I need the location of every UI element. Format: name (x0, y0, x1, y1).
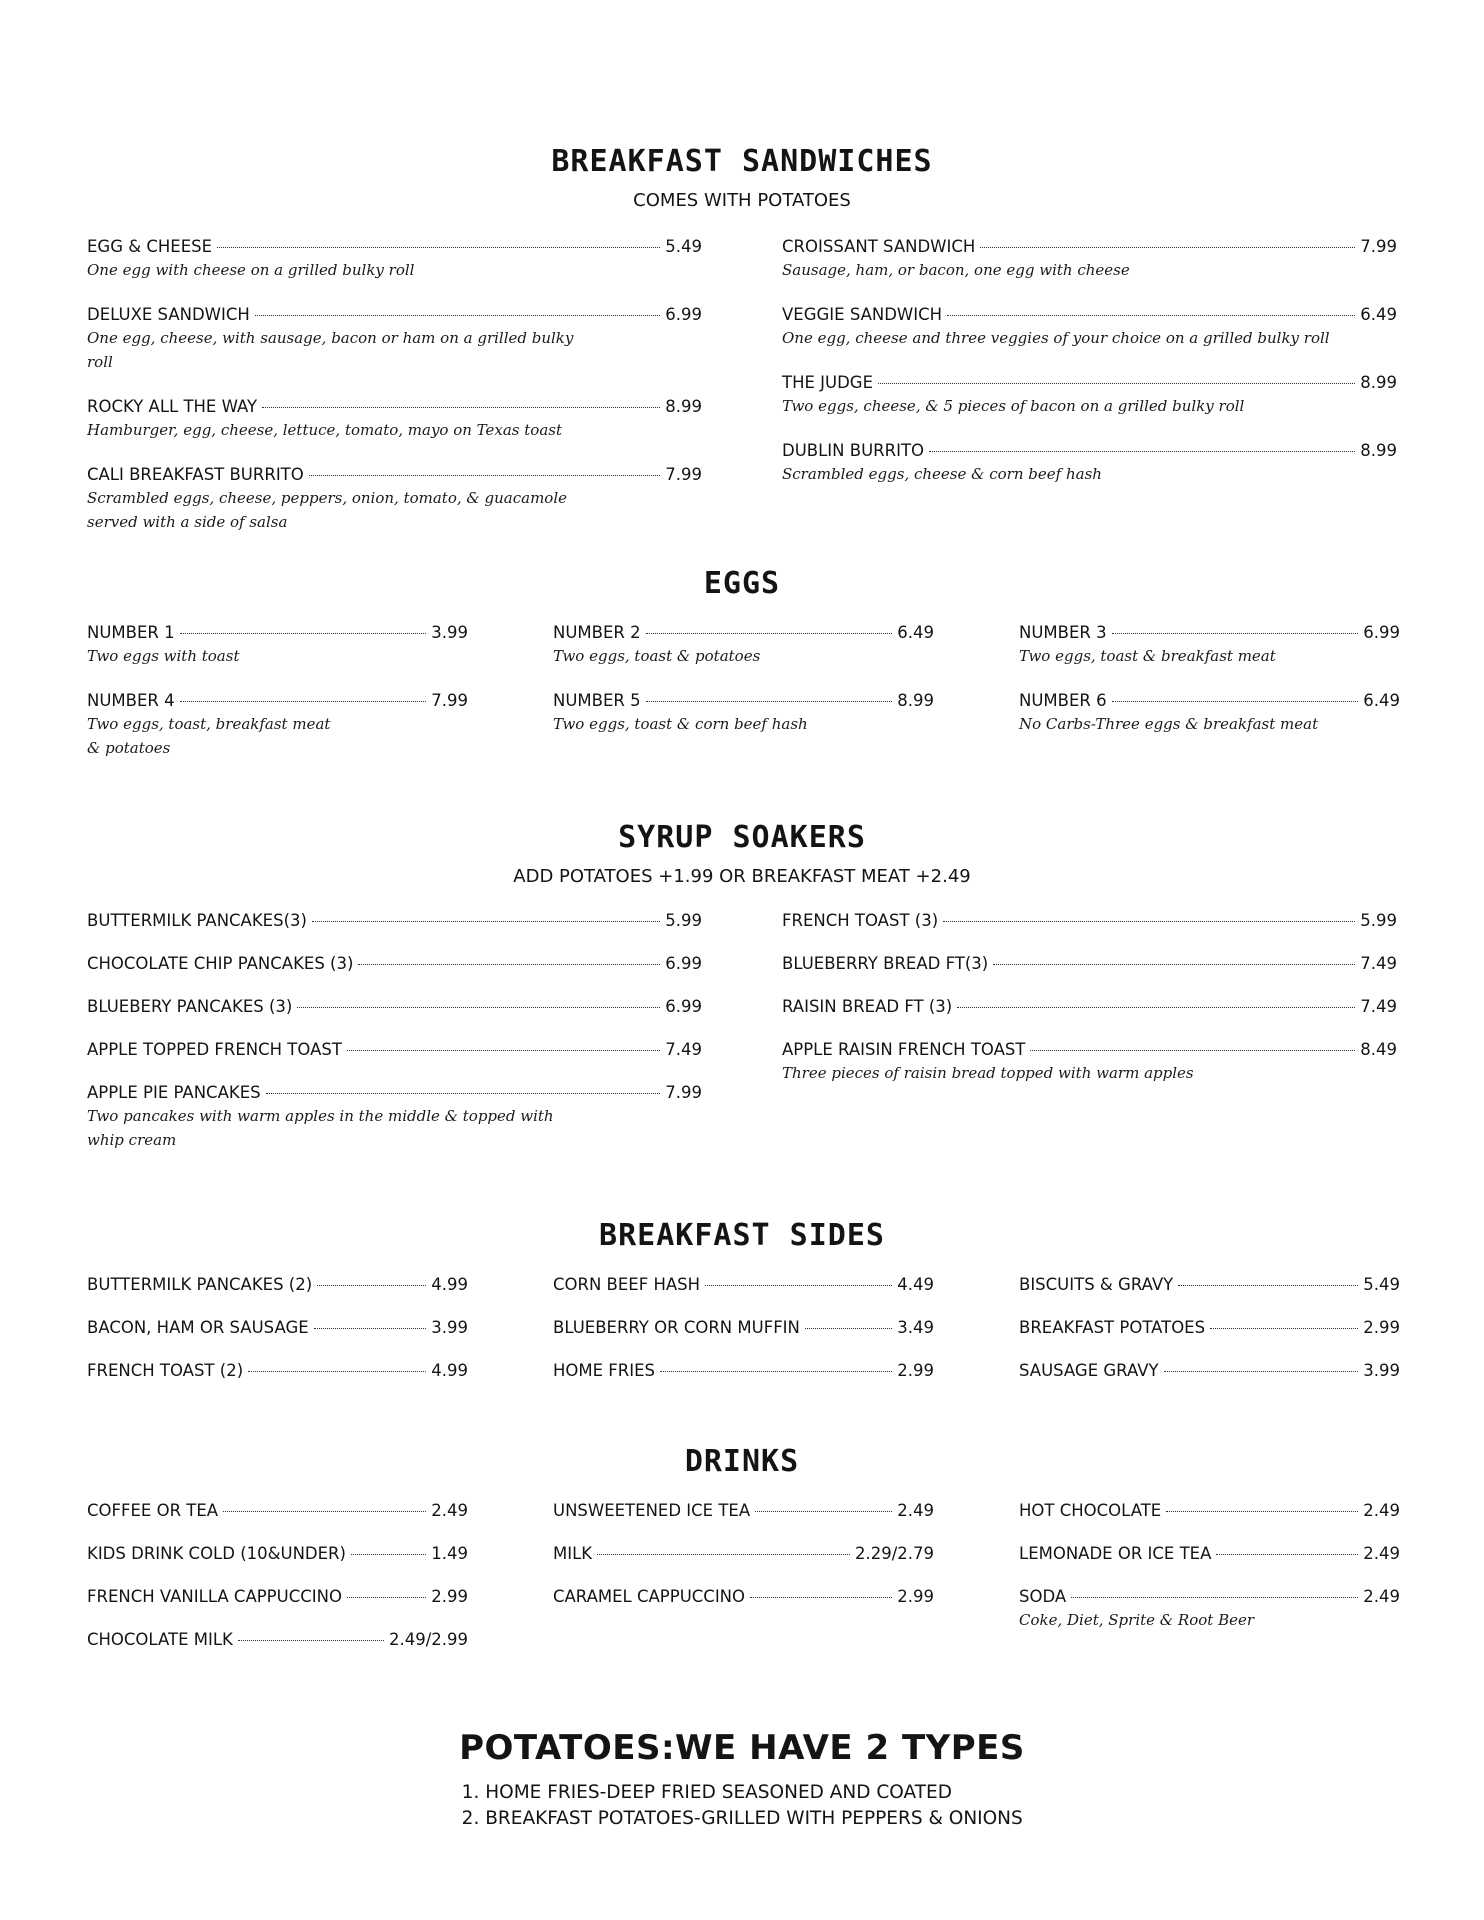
item-price: 2.29/2.79 (854, 1544, 934, 1563)
item-description: Sausage, ham, or bacon, one egg with cheese (782, 261, 1130, 279)
item-price: 5.99 (665, 911, 702, 930)
menu-column-3 (1019, 622, 1400, 781)
menu-column-1 (87, 622, 468, 781)
item-price: 6.49 (897, 623, 934, 642)
item-price: 8.99 (897, 691, 934, 710)
item-description: Two eggs, toast & corn beef hash (553, 715, 808, 733)
dot-leader (223, 1511, 426, 1512)
item-price: 4.99 (431, 1275, 468, 1294)
menu-item (87, 236, 702, 282)
item-description: Coke, Diet, Sprite & Root Beer (1019, 1611, 1255, 1629)
dot-leader (347, 1597, 426, 1598)
item-price: 5.49 (1363, 1275, 1400, 1294)
item-price: 4.49 (897, 1275, 934, 1294)
dot-leader (980, 247, 1355, 248)
dot-leader (1030, 1050, 1355, 1051)
item-price: 7.49 (1360, 954, 1397, 973)
potatoes-note (0, 1728, 1484, 1832)
item-name: DELUXE SANDWICH (87, 305, 250, 324)
menu-item (553, 1317, 934, 1339)
item-price: 3.99 (431, 1318, 468, 1337)
item-name: LEMONADE OR ICE TEA (1019, 1544, 1212, 1563)
item-name: NUMBER 4 (87, 691, 175, 710)
menu-item (782, 372, 1397, 418)
item-price: 2.99 (1363, 1318, 1400, 1337)
dot-leader (238, 1640, 384, 1641)
item-price: 5.99 (1360, 911, 1397, 930)
dot-leader (297, 1007, 660, 1008)
item-price: 7.99 (665, 1083, 702, 1102)
menu-column-1 (87, 1500, 468, 1672)
item-price: 6.99 (665, 954, 702, 973)
item-name: NUMBER 6 (1019, 691, 1107, 710)
section-title: EGGS (703, 566, 781, 601)
dot-leader (1166, 1511, 1358, 1512)
menu-item (87, 953, 702, 975)
item-description: No Carbs-Three eggs & breakfast meat (1019, 715, 1319, 733)
dot-leader (351, 1554, 426, 1555)
item-name: CARAMEL CAPPUCCINO (553, 1587, 746, 1606)
item-name: CHOCOLATE CHIP PANCAKES (3) (87, 954, 354, 973)
menu-item (553, 690, 934, 736)
item-name: COFFEE OR TEA (87, 1501, 219, 1520)
item-name: NUMBER 5 (553, 691, 641, 710)
item-name: BUTTERMILK PANCAKES (2) (87, 1275, 313, 1294)
item-price: 8.99 (665, 397, 702, 416)
item-description: Two eggs, toast, breakfast meat & potatoes (87, 715, 331, 757)
dot-leader (993, 964, 1355, 965)
item-description: Scrambled eggs, cheese & corn beef hash (782, 465, 1102, 483)
item-price: 3.99 (1363, 1361, 1400, 1380)
menu-item (87, 1629, 468, 1651)
dot-leader (1216, 1554, 1358, 1555)
section-drinks (87, 1444, 1400, 1672)
item-description: One egg with cheese on a grilled bulky roll (87, 261, 415, 279)
menu-item (1019, 1543, 1400, 1565)
menu-item (1019, 1586, 1400, 1632)
menu-item (1019, 622, 1400, 668)
dot-leader (1112, 701, 1359, 702)
dot-leader (317, 1285, 426, 1286)
menu-item (87, 690, 468, 760)
item-price: 6.49 (1363, 691, 1400, 710)
item-name: BISCUITS & GRAVY (1019, 1275, 1174, 1294)
item-name: FRENCH TOAST (3) (782, 911, 939, 930)
item-price: 1.49 (431, 1544, 468, 1563)
item-price: 2.99 (897, 1587, 934, 1606)
menu-item (782, 996, 1397, 1018)
dot-leader (312, 921, 660, 922)
section-title: SYRUP SOAKERS (618, 820, 866, 855)
item-price: 2.49 (1363, 1587, 1400, 1606)
item-name: APPLE TOPPED FRENCH TOAST (87, 1040, 342, 1059)
item-description: Two eggs, cheese, & 5 pieces of bacon on a grilled bulky roll (782, 397, 1245, 415)
dot-leader (180, 701, 427, 702)
dot-leader (660, 1371, 892, 1372)
item-description: Two eggs, toast & potatoes (553, 647, 761, 665)
menu-item (87, 622, 468, 668)
item-name: CHOCOLATE MILK (87, 1630, 233, 1649)
dot-leader (358, 964, 660, 965)
section-syrup-soakers (87, 820, 1397, 1173)
menu-item (87, 1360, 468, 1382)
item-name: SODA (1019, 1587, 1067, 1606)
dot-leader (1164, 1371, 1359, 1372)
menu-item (87, 1586, 468, 1608)
dot-leader (929, 451, 1355, 452)
dot-leader (255, 315, 660, 316)
item-name: BREAKFAST POTATOES (1019, 1318, 1206, 1337)
dot-leader (646, 633, 893, 634)
section-subtitle: ADD POTATOES +1.99 OR BREAKFAST MEAT +2.49 (513, 866, 971, 887)
menu-item (553, 1543, 934, 1565)
item-price: 6.49 (1360, 305, 1397, 324)
dot-leader (1210, 1328, 1358, 1329)
menu-column-3 (1019, 1500, 1400, 1672)
item-price: 3.49 (897, 1318, 934, 1337)
menu-column-right (782, 236, 1397, 555)
item-price: 6.99 (665, 997, 702, 1016)
item-price: 2.99 (431, 1587, 468, 1606)
menu-item (782, 304, 1397, 350)
menu-item (553, 1586, 934, 1608)
item-price: 2.49 (1363, 1501, 1400, 1520)
item-name: FRENCH TOAST (2) (87, 1361, 244, 1380)
item-price: 7.99 (665, 465, 702, 484)
item-description: Two eggs with toast (87, 647, 240, 665)
menu-column-right (782, 910, 1397, 1173)
dot-leader (755, 1511, 892, 1512)
item-name: MILK (553, 1544, 593, 1563)
dot-leader (957, 1007, 1355, 1008)
menu-item (87, 1543, 468, 1565)
menu-item (87, 1039, 702, 1061)
item-description: Scrambled eggs, cheese, peppers, onion, tomato, & guacamole served with a side of salsa (87, 489, 567, 531)
dot-leader (314, 1328, 427, 1329)
menu-item (553, 622, 934, 668)
menu-item (1019, 1317, 1400, 1339)
item-name: NUMBER 1 (87, 623, 175, 642)
menu-column-left (87, 236, 702, 555)
dot-leader (309, 475, 661, 476)
menu-column-2 (553, 622, 934, 781)
item-name: CORN BEEF HASH (553, 1275, 701, 1294)
dot-leader (878, 383, 1355, 384)
item-price: 6.99 (1363, 623, 1400, 642)
item-price: 2.49/2.99 (388, 1630, 468, 1649)
item-name: APPLE PIE PANCAKES (87, 1083, 261, 1102)
item-price: 2.49 (1363, 1544, 1400, 1563)
menu-item (782, 440, 1397, 486)
menu-item (87, 1317, 468, 1339)
menu-item (782, 1039, 1397, 1085)
dot-leader (1112, 633, 1359, 634)
dot-leader (1071, 1597, 1358, 1598)
item-name: KIDS DRINK COLD (10&UNDER) (87, 1544, 346, 1563)
item-name: FRENCH VANILLA CAPPUCCINO (87, 1587, 342, 1606)
item-price: 4.99 (431, 1361, 468, 1380)
menu-column-1 (87, 1274, 468, 1403)
item-name: VEGGIE SANDWICH (782, 305, 943, 324)
dot-leader (248, 1371, 426, 1372)
item-name: UNSWEETENED ICE TEA (553, 1501, 751, 1520)
menu-item (87, 1500, 468, 1522)
dot-leader (750, 1597, 892, 1598)
section-breakfast-sides (87, 1218, 1400, 1403)
item-price: 2.49 (431, 1501, 468, 1520)
menu-item (87, 464, 702, 534)
menu-item (87, 396, 702, 442)
menu-column-3 (1019, 1274, 1400, 1403)
item-name: BUTTERMILK PANCAKES(3) (87, 911, 307, 930)
menu-item (553, 1500, 934, 1522)
menu-item (782, 910, 1397, 932)
item-price: 8.99 (1360, 373, 1397, 392)
item-name: HOME FRIES (553, 1361, 656, 1380)
menu-item (553, 1360, 934, 1382)
dot-leader (266, 1093, 661, 1094)
section-title: DRINKS (684, 1444, 800, 1479)
menu-item (87, 304, 702, 374)
item-name: BLUEBERRY OR CORN MUFFIN (553, 1318, 800, 1337)
item-description: Hamburger, egg, cheese, lettuce, tomato, mayo on Texas toast (87, 421, 562, 439)
item-name: RAISIN BREAD FT (3) (782, 997, 953, 1016)
menu-item (87, 1082, 702, 1152)
dot-leader (217, 247, 660, 248)
item-name: NUMBER 3 (1019, 623, 1107, 642)
dot-leader (947, 315, 1355, 316)
menu-item (1019, 1500, 1400, 1522)
potato-types-list (461, 1780, 1023, 1832)
dot-leader (597, 1554, 850, 1555)
dot-leader (180, 633, 427, 634)
section-breakfast-sandwiches (87, 144, 1397, 555)
item-name: SAUSAGE GRAVY (1019, 1361, 1159, 1380)
menu-item (87, 1274, 468, 1296)
item-price: 7.49 (665, 1040, 702, 1059)
menu-item (782, 236, 1397, 282)
section-title: BREAKFAST SANDWICHES (551, 144, 933, 179)
item-price: 7.99 (1360, 237, 1397, 256)
item-price: 2.99 (897, 1361, 934, 1380)
menu-item (87, 910, 702, 932)
item-name: APPLE RAISIN FRENCH TOAST (782, 1040, 1026, 1059)
item-name: CROISSANT SANDWICH (782, 237, 976, 256)
item-name: DUBLIN BURRITO (782, 441, 925, 460)
item-description: Three pieces of raisin bread topped with warm apples (782, 1064, 1194, 1082)
list-item: 1. HOME FRIES-DEEP FRIED SEASONED AND COATED (485, 1780, 1023, 1806)
item-price: 8.99 (1360, 441, 1397, 460)
item-name: EGG & CHEESE (87, 237, 213, 256)
item-price: 2.49 (897, 1501, 934, 1520)
dot-leader (1178, 1285, 1358, 1286)
item-name: ROCKY ALL THE WAY (87, 397, 258, 416)
item-description: Two pancakes with warm apples in the middle & topped with whip cream (87, 1107, 554, 1149)
item-name: CALI BREAKFAST BURRITO (87, 465, 304, 484)
item-price: 7.99 (431, 691, 468, 710)
item-price: 5.49 (665, 237, 702, 256)
item-description: One egg, cheese, with sausage, bacon or ham on a grilled bulky roll (87, 329, 574, 371)
potatoes-title: POTATOES:WE HAVE 2 TYPES (459, 1728, 1025, 1768)
menu-item (1019, 690, 1400, 736)
dot-leader (805, 1328, 892, 1329)
item-name: NUMBER 2 (553, 623, 641, 642)
dot-leader (646, 701, 893, 702)
list-item: 2. BREAKFAST POTATOES-GRILLED WITH PEPPERS & ONIONS (485, 1806, 1023, 1832)
section-title: BREAKFAST SIDES (599, 1218, 885, 1253)
menu-item (87, 996, 702, 1018)
item-price: 6.99 (665, 305, 702, 324)
item-name: BLUEBERY PANCAKES (3) (87, 997, 293, 1016)
menu-item (782, 953, 1397, 975)
item-price: 3.99 (431, 623, 468, 642)
item-name: HOT CHOCOLATE (1019, 1501, 1162, 1520)
dot-leader (262, 407, 660, 408)
item-description: Two eggs, toast & breakfast meat (1019, 647, 1276, 665)
dot-leader (705, 1285, 892, 1286)
menu-item (1019, 1360, 1400, 1382)
item-price: 8.49 (1360, 1040, 1397, 1059)
item-name: BACON, HAM OR SAUSAGE (87, 1318, 309, 1337)
menu-item (553, 1274, 934, 1296)
item-name: BLUEBERRY BREAD FT(3) (782, 954, 989, 973)
item-name: THE JUDGE (782, 373, 874, 392)
dot-leader (943, 921, 1355, 922)
item-description: One egg, cheese and three veggies of your choice on a grilled bulky roll (782, 329, 1330, 347)
section-eggs (87, 566, 1400, 781)
menu-column-2 (553, 1500, 934, 1672)
section-subtitle: COMES WITH POTATOES (633, 190, 851, 211)
dot-leader (347, 1050, 660, 1051)
menu-item (1019, 1274, 1400, 1296)
menu-column-left (87, 910, 702, 1173)
menu-column-2 (553, 1274, 934, 1403)
item-price: 7.49 (1360, 997, 1397, 1016)
